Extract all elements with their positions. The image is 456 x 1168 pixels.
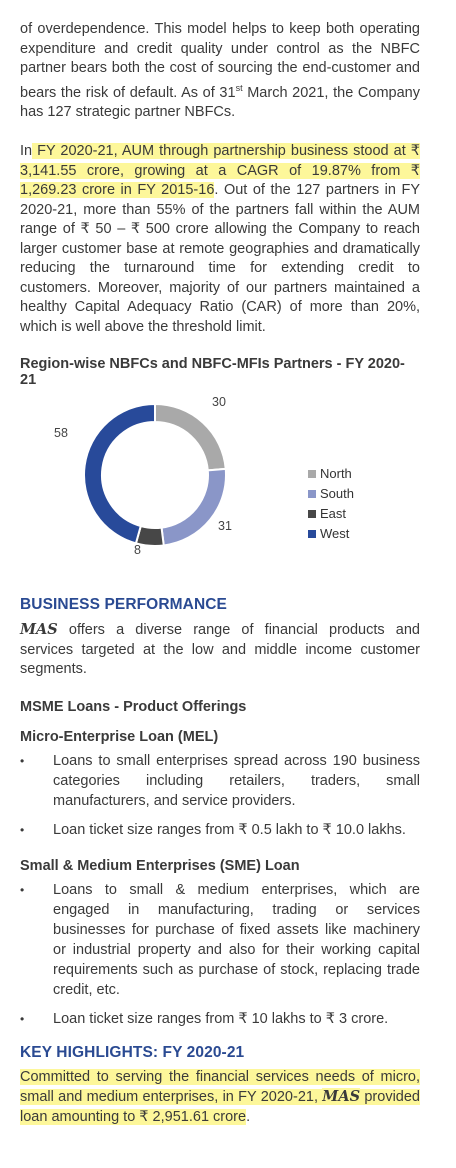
- highlights-text-1: Committed to serving the financial services needs of micro, small and medium enterprises, in FY 2020-21,: [20, 1068, 420, 1106]
- chart-legend: [308, 464, 354, 544]
- legend-swatch-north: [308, 470, 316, 478]
- document-page: [20, 20, 420, 1127]
- list-item: [20, 751, 420, 811]
- highlights-end: .: [246, 1108, 251, 1125]
- highlights-text-2: provided loan amounting to ₹ 2,951.61 crore: [20, 1089, 420, 1125]
- donut-slice-north: [155, 404, 226, 470]
- list-item: [20, 1009, 420, 1029]
- aum-paragraph: [20, 142, 420, 337]
- sme-bullet-1-text: Loans to small & medium enterprises, which are engaged in manufacturing, trading or services businesses for purchase of fixed assets like machinery or industrial property and also for their working capital requirements such as purchase of stock, replacing trade credit, etc.: [53, 881, 420, 998]
- msme-heading: MSME Loans - Product Offerings: [20, 698, 247, 715]
- legend-item-north: [308, 464, 354, 484]
- business-paragraph: [20, 620, 420, 680]
- intro-text-2: March 2021, the Company has 127 strategic partner NBFCs.: [20, 84, 420, 120]
- mel-bullet-1-text: Loans to small enterprises spread across 190 business categories including retailers, traders, small manufacturers, and service providers.: [53, 752, 420, 809]
- mel-bullet-2-text: Loan ticket size ranges from ₹ 0.5 lakh to ₹ 10.0 lakhs.: [53, 821, 406, 838]
- business-intro-text: offers a diverse range of financial products and services targeted at the low and middle income customer segments.: [20, 622, 420, 678]
- chart-title: Region-wise NBFCs and NBFC-MFIs Partners - FY 2020-21: [20, 356, 405, 389]
- list-item: [20, 880, 420, 1000]
- list-item: [20, 820, 420, 840]
- bullet-icon: •: [20, 822, 25, 837]
- intro-paragraph: [20, 20, 420, 122]
- mel-bullet-list: [20, 751, 420, 840]
- mel-heading: Micro-Enterprise Loan (MEL): [20, 728, 219, 745]
- legend-label-east: East: [320, 506, 347, 522]
- donut-slice-south: [162, 469, 226, 546]
- donut-chart: [20, 392, 420, 582]
- legend-swatch-west: [308, 530, 316, 538]
- bullet-icon: •: [20, 882, 25, 897]
- aum-rest: . Out of the 127 partners in FY 2020-21, more than 55% of the partners fall within the AUM range of ₹ 50 – ₹ 500 crore allowing the Company to reach larger customer base at remote geographies and dramatically reducing the turnaround time for extending credit to customers. Moreover, majority of our partners maintained a healthy Capital Adequacy Ratio (CAR) of more than 20%, which is well above the threshold limit.: [20, 182, 420, 335]
- legend-item-west: [308, 524, 354, 544]
- bullet-icon: •: [20, 753, 25, 768]
- aum-highlight: FY 2020-21, AUM through partnership business stood at ₹ 3,141.55 crore, growing at a CAGR of 19.87% from ₹ 1,269.23 crore in FY 2015-16: [20, 143, 420, 199]
- legend-label-south: South: [320, 486, 354, 502]
- donut-slice-west: [84, 404, 155, 543]
- sme-bullet-2-text: Loan ticket size ranges from ₹ 10 lakhs to ₹ 3 crore.: [53, 1010, 389, 1027]
- highlights-paragraph: [20, 1068, 420, 1128]
- data-label-south: 31: [218, 519, 232, 534]
- legend-label-west: West: [320, 526, 350, 542]
- donut-chart-svg: [20, 392, 420, 582]
- sme-bullet-list: [20, 880, 420, 1029]
- legend-item-east: [308, 504, 354, 524]
- data-label-east: 8: [134, 543, 141, 558]
- mas-logo: MAS: [20, 621, 58, 639]
- legend-swatch-east: [308, 510, 316, 518]
- key-highlights-heading: KEY HIGHLIGHTS: FY 2020-21: [20, 1043, 245, 1061]
- bullet-icon: •: [20, 1011, 25, 1026]
- legend-swatch-south: [308, 490, 316, 498]
- sme-heading: Small & Medium Enterprises (SME) Loan: [20, 857, 300, 874]
- aum-lead: In: [20, 143, 33, 160]
- intro-text-1: of overdependence. This model helps to keep both operating expenditure and credit quality under control as the NBFC partner bears both the cost of sourcing the end-customer and bears the risk of default. As of 31: [20, 21, 420, 101]
- legend-label-north: North: [320, 466, 352, 482]
- data-label-west: 58: [54, 426, 68, 441]
- data-label-north: 30: [212, 395, 226, 410]
- business-performance-heading: BUSINESS PERFORMANCE: [20, 596, 227, 614]
- intro-superscript: st: [235, 82, 243, 93]
- mas-logo: MAS: [322, 1088, 361, 1106]
- legend-item-south: [308, 484, 354, 504]
